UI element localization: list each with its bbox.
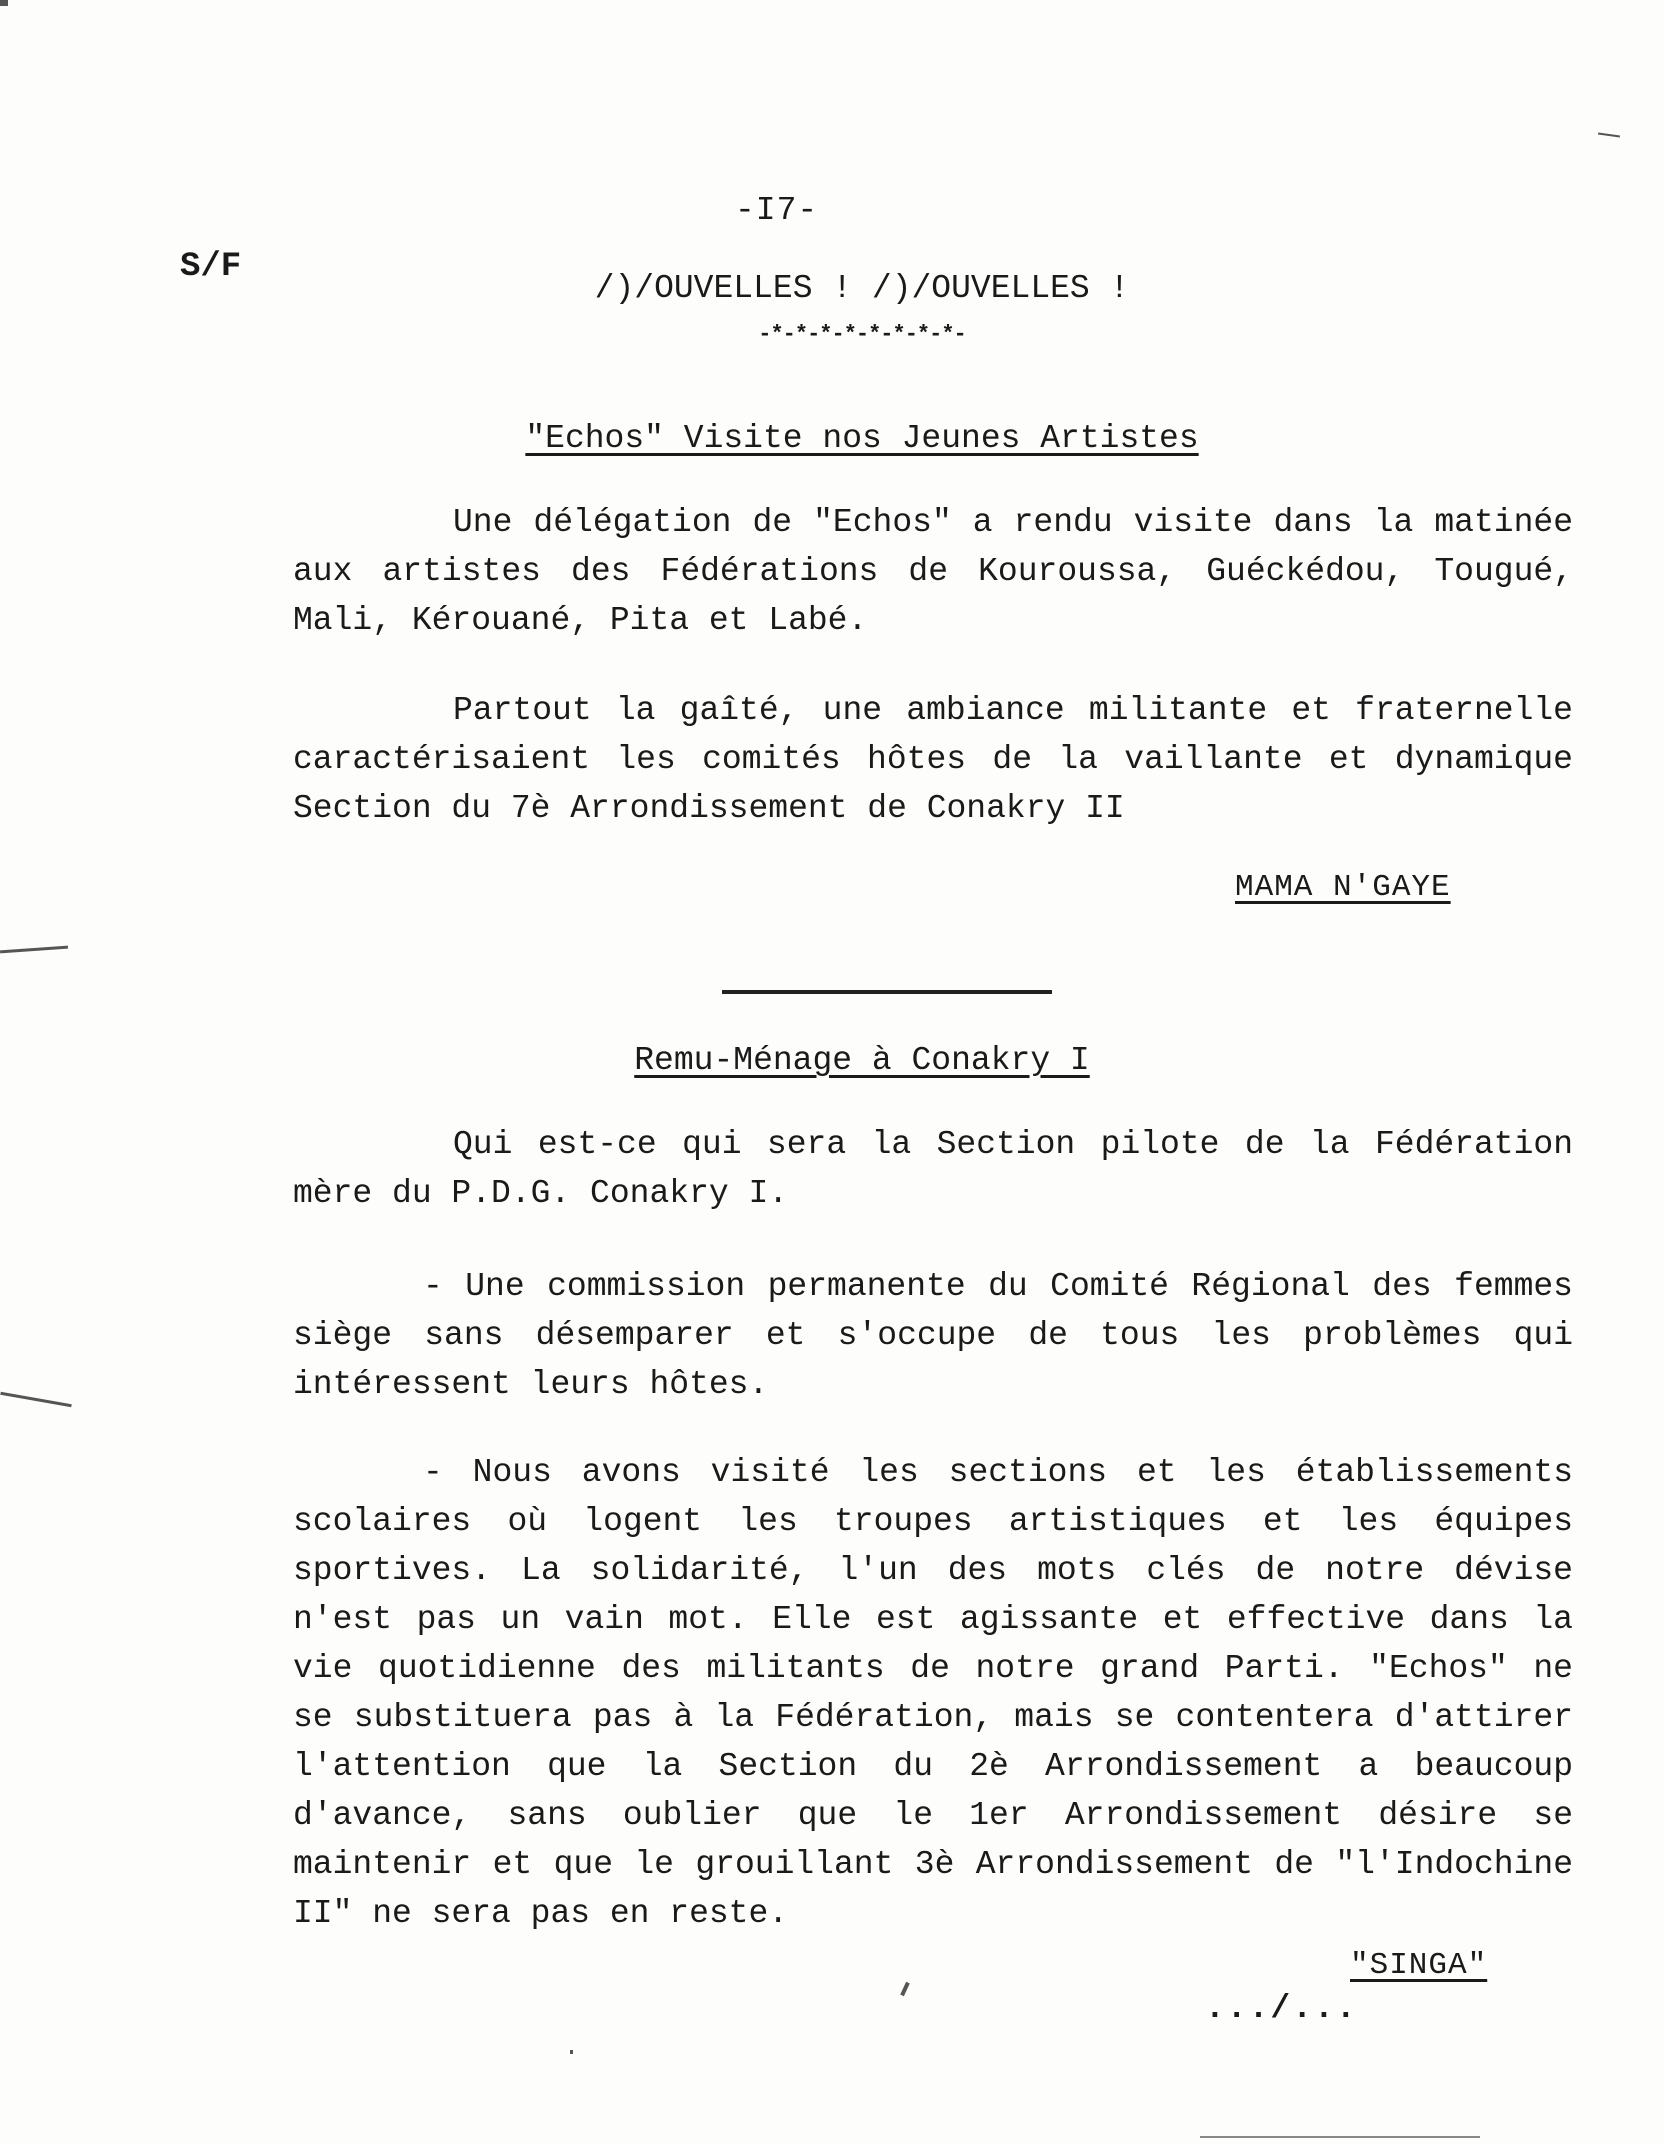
masthead-rule: -*-*-*-*-*-*-*-*- [758, 322, 966, 347]
article-signature: MAMA N'GAYE [1235, 870, 1451, 905]
scan-mark [0, 946, 68, 954]
scan-mark [1598, 132, 1620, 137]
scan-mark [570, 2050, 573, 2054]
scan-mark [0, 1392, 71, 1407]
article-paragraph: Une délégation de "Echos" a rendu visite dans la matinée aux artistes des Fédérations de Kouroussa, Guéckédou, Tougué, Mali, Kérouané, Pita et Labé. [293, 504, 1573, 639]
article-title: "Echos" Visite nos Jeunes Artistes [525, 420, 1199, 457]
scan-mark [900, 1982, 910, 1996]
continuation-mark: .../... [1205, 1990, 1358, 2027]
page-number: -I7- [735, 192, 819, 229]
article-paragraph: Qui est-ce qui sera la Section pilote de la Fédération mère du P.D.G. Conakry I. [293, 1126, 1573, 1212]
masthead: /)/OUVELLES ! /)/OUVELLES ! [594, 270, 1130, 307]
article-paragraph: - Nous avons visité les sections et les établissements scolaires où logent les troupes artistiques et les équipes sportives. La solidarité, l'un des mots clés de notre dévise n'est pas un vain mot. Elle est agissante et effective dans la vie quotidienne des militants de notre grand Parti. "Echos" ne se substituera pas à la Fédération, mais se contentera d'attirer l'attention que la Section du 2è Arrondissement a beaucoup d'avance, sans oublier que le 1er Arrondissement désire se maintenir et que le grouillant 3è Arrondissement de "l'Indochine II" ne sera pas en reste. [293, 1454, 1573, 1932]
article-title: Remu-Ménage à Conakry I [634, 1042, 1090, 1079]
side-mark: S/F [180, 248, 242, 286]
article-paragraph: - Une commission permanente du Comité Régional des femmes siège sans désemparer et s'occupe de tous les problèmes qui intéressent leurs hôtes. [293, 1268, 1573, 1403]
article-signature: "SINGA" [1350, 1948, 1488, 1983]
scan-mark [0, 0, 8, 6]
scan-mark [1200, 2136, 1480, 2138]
article-paragraph: Partout la gaîté, une ambiance militante et fraternelle caractérisaient les comités hôtes de la vaillante et dynamique Section du 7è Arrondissement de Conakry II [293, 692, 1573, 827]
section-divider [722, 990, 1052, 994]
